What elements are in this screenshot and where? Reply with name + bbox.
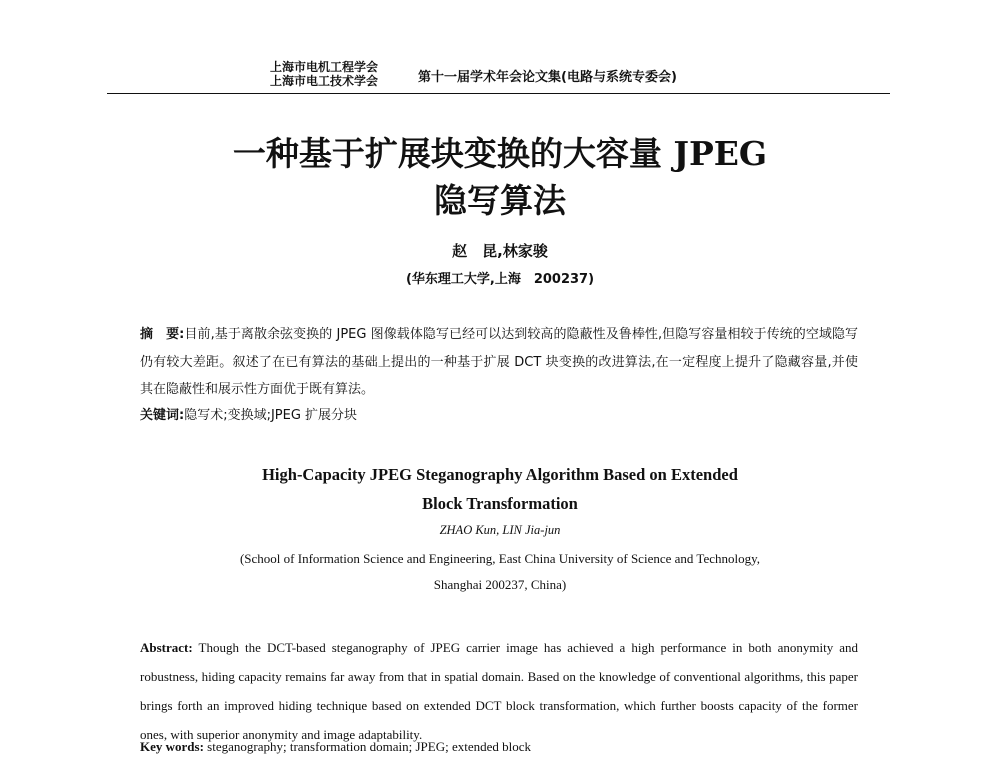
authors-en: ZHAO Kun, LIN Jia-jun — [439, 523, 561, 537]
keywords-cn-label: 关键词: — [140, 408, 185, 423]
abstract-cn-label: 摘 要: — [140, 327, 185, 342]
affiliation-cn: (华东理工大学,上海 200237) — [405, 272, 595, 287]
abstract-cn — [140, 321, 858, 404]
conference-title: 第十一届学术年会论文集(电路与系统专委会) — [418, 70, 677, 85]
abstract-en-text: Though the DCT-based steganography of JPEG carrier image has achieved a high performance in both anonymity and robustness, hiding capacity remains far away from that in spatial domain. Based on the knowledge of conventional algorithms, this paper brings forth an improved hiding technique based on extended DCT block transformation, which further boosts capacity of the former ones, with superior anonymity and image adaptability. — [140, 640, 859, 742]
abstract-cn-text: 目前,基于离散余弦变换的 JPEG 图像载体隐写已经可以达到较高的隐蔽性及鲁棒性,但隐写容量相较于传统的空域隐写仍有较大差距。叙述了在已有算法的基础上提出的一种基于扩展 DCT 块变换的改进算法,在一定程度上提升了隐藏容量,并使其在隐蔽性和展示性方面优于既有算法。 — [140, 327, 858, 397]
society-line-2: 上海市电工技术学会 — [270, 74, 379, 88]
society-names — [270, 60, 378, 88]
title-en-line-1: High-Capacity JPEG Steganography Algorithm Based on Extended — [262, 465, 738, 484]
affiliation-en-line-1: (School of Information Science and Engineering, East China University of Science and Technology, — [239, 551, 761, 566]
abstract-en-label: Abstract: — [140, 640, 193, 655]
society-line-1: 上海市电机工程学会 — [270, 60, 379, 74]
keywords-en-text: steganography; transformation domain; JPEG; extended block — [207, 739, 532, 754]
keywords-en-label: Key words: — [140, 739, 204, 754]
affiliation-en-line-2: Shanghai 200237, China) — [433, 577, 567, 592]
keywords-en — [140, 739, 858, 755]
authors-cn: 赵 昆,林家骏 — [452, 242, 548, 260]
keywords-cn-text: 隐写术;变换域;JPEG 扩展分块 — [184, 408, 358, 423]
title-cn-line-2: 隐写算法 — [434, 181, 566, 220]
title-en-line-2: Block Transformation — [422, 494, 578, 513]
abstract-en — [140, 633, 858, 749]
title-cn-line-1: 一种基于扩展块变换的大容量 JPEG — [232, 134, 768, 173]
keywords-cn — [140, 404, 858, 423]
header-rule — [107, 93, 890, 94]
